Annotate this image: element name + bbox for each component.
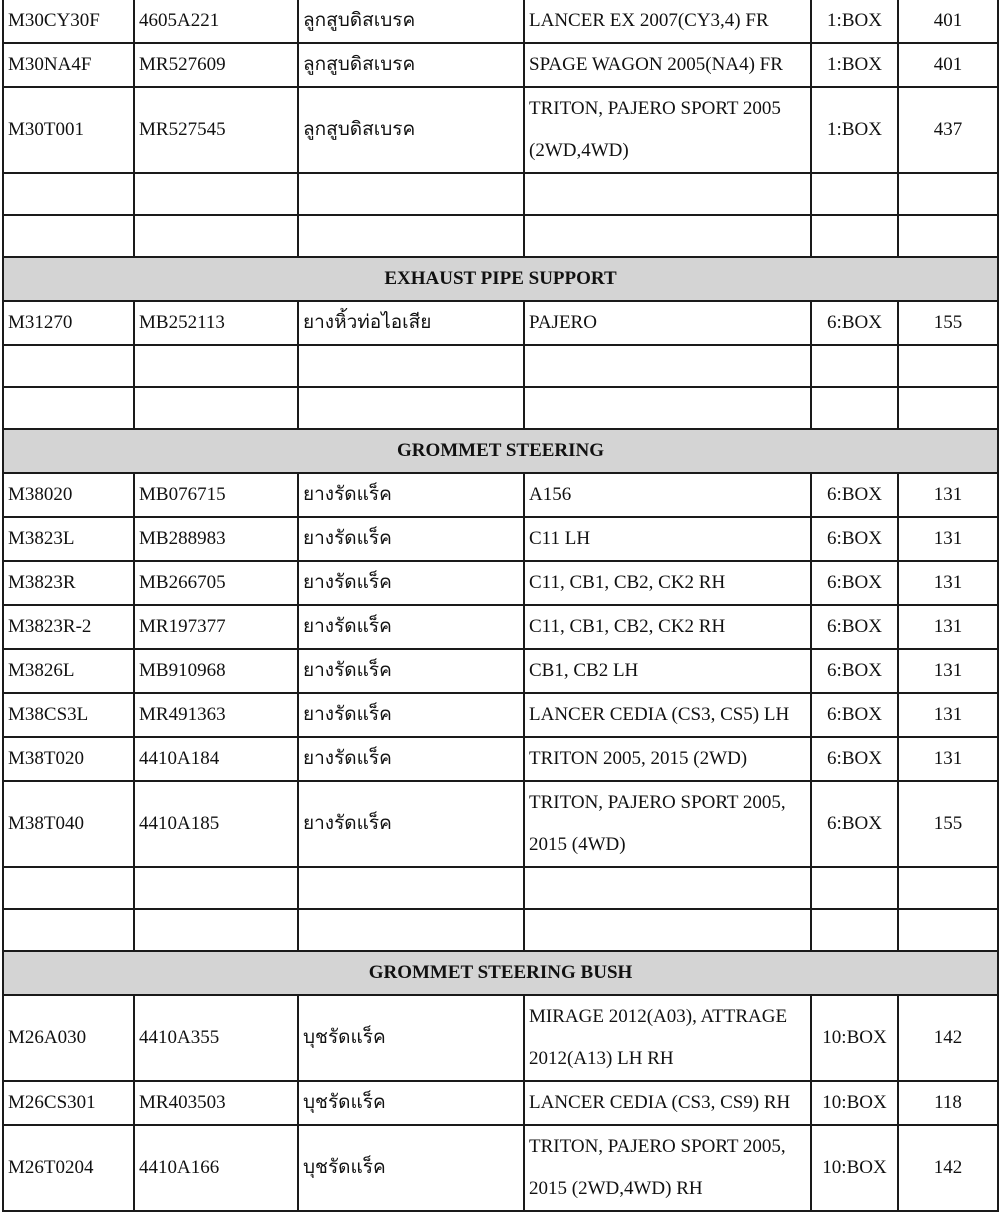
vehicle-model-cell: LANCER CEDIA (CS3, CS9) RH [524,1081,811,1125]
vehicle-model-cell: SPAGE WAGON 2005(NA4) FR [524,43,811,87]
oem-number-cell: MR197377 [134,605,298,649]
part-code-cell: M26CS301 [3,1081,134,1125]
price-cell: 437 [898,87,998,173]
empty-cell [524,909,811,951]
vehicle-model-cell: CB1, CB2 LH [524,649,811,693]
empty-cell [898,173,998,215]
section-title: EXHAUST PIPE SUPPORT [3,257,998,301]
blank-row [3,173,998,215]
table-row [3,301,998,345]
pack-size-cell: 1:BOX [811,87,898,173]
oem-number-cell: MB910968 [134,649,298,693]
empty-cell [898,215,998,257]
pack-size-cell: 10:BOX [811,1081,898,1125]
blank-row [3,387,998,429]
oem-number-cell: MB076715 [134,473,298,517]
table-row [3,605,998,649]
empty-cell [134,909,298,951]
pack-size-cell: 1:BOX [811,43,898,87]
empty-cell [524,345,811,387]
price-cell: 131 [898,649,998,693]
blank-row [3,215,998,257]
oem-number-cell: MR527609 [134,43,298,87]
oem-number-cell: MB288983 [134,517,298,561]
price-cell: 401 [898,43,998,87]
empty-cell [811,345,898,387]
vehicle-model-cell: TRITON, PAJERO SPORT 2005, 2015 (2WD,4WD) RH [524,1125,811,1211]
vehicle-model-cell: C11 LH [524,517,811,561]
vehicle-model-cell: LANCER EX 2007(CY3,4) FR [524,0,811,43]
oem-number-cell: MB266705 [134,561,298,605]
pack-size-cell: 6:BOX [811,649,898,693]
pack-size-cell: 6:BOX [811,301,898,345]
price-cell: 131 [898,605,998,649]
table-row [3,0,998,43]
part-code-cell: M3823R [3,561,134,605]
empty-cell [134,173,298,215]
section-title: GROMMET STEERING [3,429,998,473]
table-row [3,473,998,517]
price-cell: 142 [898,1125,998,1211]
part-code-cell: M30T001 [3,87,134,173]
vehicle-model-cell: TRITON 2005, 2015 (2WD) [524,737,811,781]
table-row [3,43,998,87]
price-cell: 131 [898,517,998,561]
table-row [3,517,998,561]
empty-cell [811,909,898,951]
part-name-cell: ยางรัดแร็ค [298,781,524,867]
empty-cell [298,909,524,951]
section-header-row [3,951,998,995]
oem-number-cell: MB252113 [134,301,298,345]
pack-size-cell: 6:BOX [811,693,898,737]
oem-number-cell: MR491363 [134,693,298,737]
part-code-cell: M38T020 [3,737,134,781]
vehicle-model-cell: A156 [524,473,811,517]
empty-cell [298,173,524,215]
empty-cell [298,215,524,257]
empty-cell [298,387,524,429]
empty-cell [898,345,998,387]
empty-cell [3,345,134,387]
vehicle-model-cell: C11, CB1, CB2, CK2 RH [524,561,811,605]
empty-cell [811,173,898,215]
empty-cell [298,867,524,909]
price-cell: 142 [898,995,998,1081]
part-name-cell: ลูกสูบดิสเบรค [298,0,524,43]
table-row [3,781,998,867]
part-name-cell: ลูกสูบดิสเบรค [298,87,524,173]
oem-number-cell: 4605A221 [134,0,298,43]
empty-cell [898,909,998,951]
empty-cell [3,909,134,951]
blank-row [3,909,998,951]
parts-catalog-table [2,0,999,1212]
oem-number-cell: 4410A184 [134,737,298,781]
empty-cell [3,215,134,257]
oem-number-cell: 4410A166 [134,1125,298,1211]
price-cell: 131 [898,693,998,737]
part-code-cell: M38CS3L [3,693,134,737]
table-row [3,693,998,737]
pack-size-cell: 6:BOX [811,473,898,517]
empty-cell [3,387,134,429]
part-name-cell: บุชรัดแร็ค [298,995,524,1081]
price-cell: 131 [898,737,998,781]
empty-cell [134,387,298,429]
empty-cell [811,867,898,909]
blank-row [3,345,998,387]
part-name-cell: ยางหิ้วท่อไอเสีย [298,301,524,345]
part-name-cell: ยางรัดแร็ค [298,517,524,561]
blank-row [3,867,998,909]
vehicle-model-cell: LANCER CEDIA (CS3, CS5) LH [524,693,811,737]
table-row [3,737,998,781]
section-title: GROMMET STEERING BUSH [3,951,998,995]
part-code-cell: M3826L [3,649,134,693]
pack-size-cell: 10:BOX [811,995,898,1081]
table-row [3,649,998,693]
oem-number-cell: 4410A185 [134,781,298,867]
pack-size-cell: 6:BOX [811,517,898,561]
part-name-cell: ยางรัดแร็ค [298,605,524,649]
section-header-row [3,429,998,473]
price-cell: 401 [898,0,998,43]
pack-size-cell: 6:BOX [811,737,898,781]
pack-size-cell: 1:BOX [811,0,898,43]
empty-cell [898,867,998,909]
part-name-cell: บุชรัดแร็ค [298,1125,524,1211]
part-code-cell: M31270 [3,301,134,345]
price-cell: 131 [898,561,998,605]
oem-number-cell: 4410A355 [134,995,298,1081]
part-code-cell: M3823R-2 [3,605,134,649]
part-name-cell: บุชรัดแร็ค [298,1081,524,1125]
empty-cell [524,387,811,429]
part-code-cell: M38020 [3,473,134,517]
part-code-cell: M26T0204 [3,1125,134,1211]
part-code-cell: M38T040 [3,781,134,867]
part-name-cell: ยางรัดแร็ค [298,561,524,605]
table-row [3,1081,998,1125]
price-cell: 131 [898,473,998,517]
vehicle-model-cell: PAJERO [524,301,811,345]
part-code-cell: M3823L [3,517,134,561]
pack-size-cell: 10:BOX [811,1125,898,1211]
section-header-row [3,257,998,301]
price-cell: 155 [898,781,998,867]
catalog-body [3,0,998,1211]
empty-cell [134,345,298,387]
vehicle-model-cell: TRITON, PAJERO SPORT 2005, 2015 (4WD) [524,781,811,867]
vehicle-model-cell: C11, CB1, CB2, CK2 RH [524,605,811,649]
empty-cell [524,215,811,257]
price-cell: 118 [898,1081,998,1125]
vehicle-model-cell: MIRAGE 2012(A03), ATTRAGE 2012(A13) LH RH [524,995,811,1081]
empty-cell [811,387,898,429]
empty-cell [524,173,811,215]
empty-cell [898,387,998,429]
empty-cell [3,173,134,215]
price-cell: 155 [898,301,998,345]
part-name-cell: ยางรัดแร็ค [298,737,524,781]
part-name-cell: ยางรัดแร็ค [298,693,524,737]
empty-cell [134,215,298,257]
empty-cell [134,867,298,909]
oem-number-cell: MR403503 [134,1081,298,1125]
oem-number-cell: MR527545 [134,87,298,173]
table-row [3,1125,998,1211]
table-row [3,561,998,605]
table-row [3,87,998,173]
part-code-cell: M30NA4F [3,43,134,87]
vehicle-model-cell: TRITON, PAJERO SPORT 2005 (2WD,4WD) [524,87,811,173]
part-code-cell: M30CY30F [3,0,134,43]
empty-cell [298,345,524,387]
pack-size-cell: 6:BOX [811,605,898,649]
empty-cell [811,215,898,257]
pack-size-cell: 6:BOX [811,561,898,605]
part-code-cell: M26A030 [3,995,134,1081]
part-name-cell: ยางรัดแร็ค [298,649,524,693]
empty-cell [524,867,811,909]
pack-size-cell: 6:BOX [811,781,898,867]
table-row [3,995,998,1081]
part-name-cell: ลูกสูบดิสเบรค [298,43,524,87]
empty-cell [3,867,134,909]
part-name-cell: ยางรัดแร็ค [298,473,524,517]
